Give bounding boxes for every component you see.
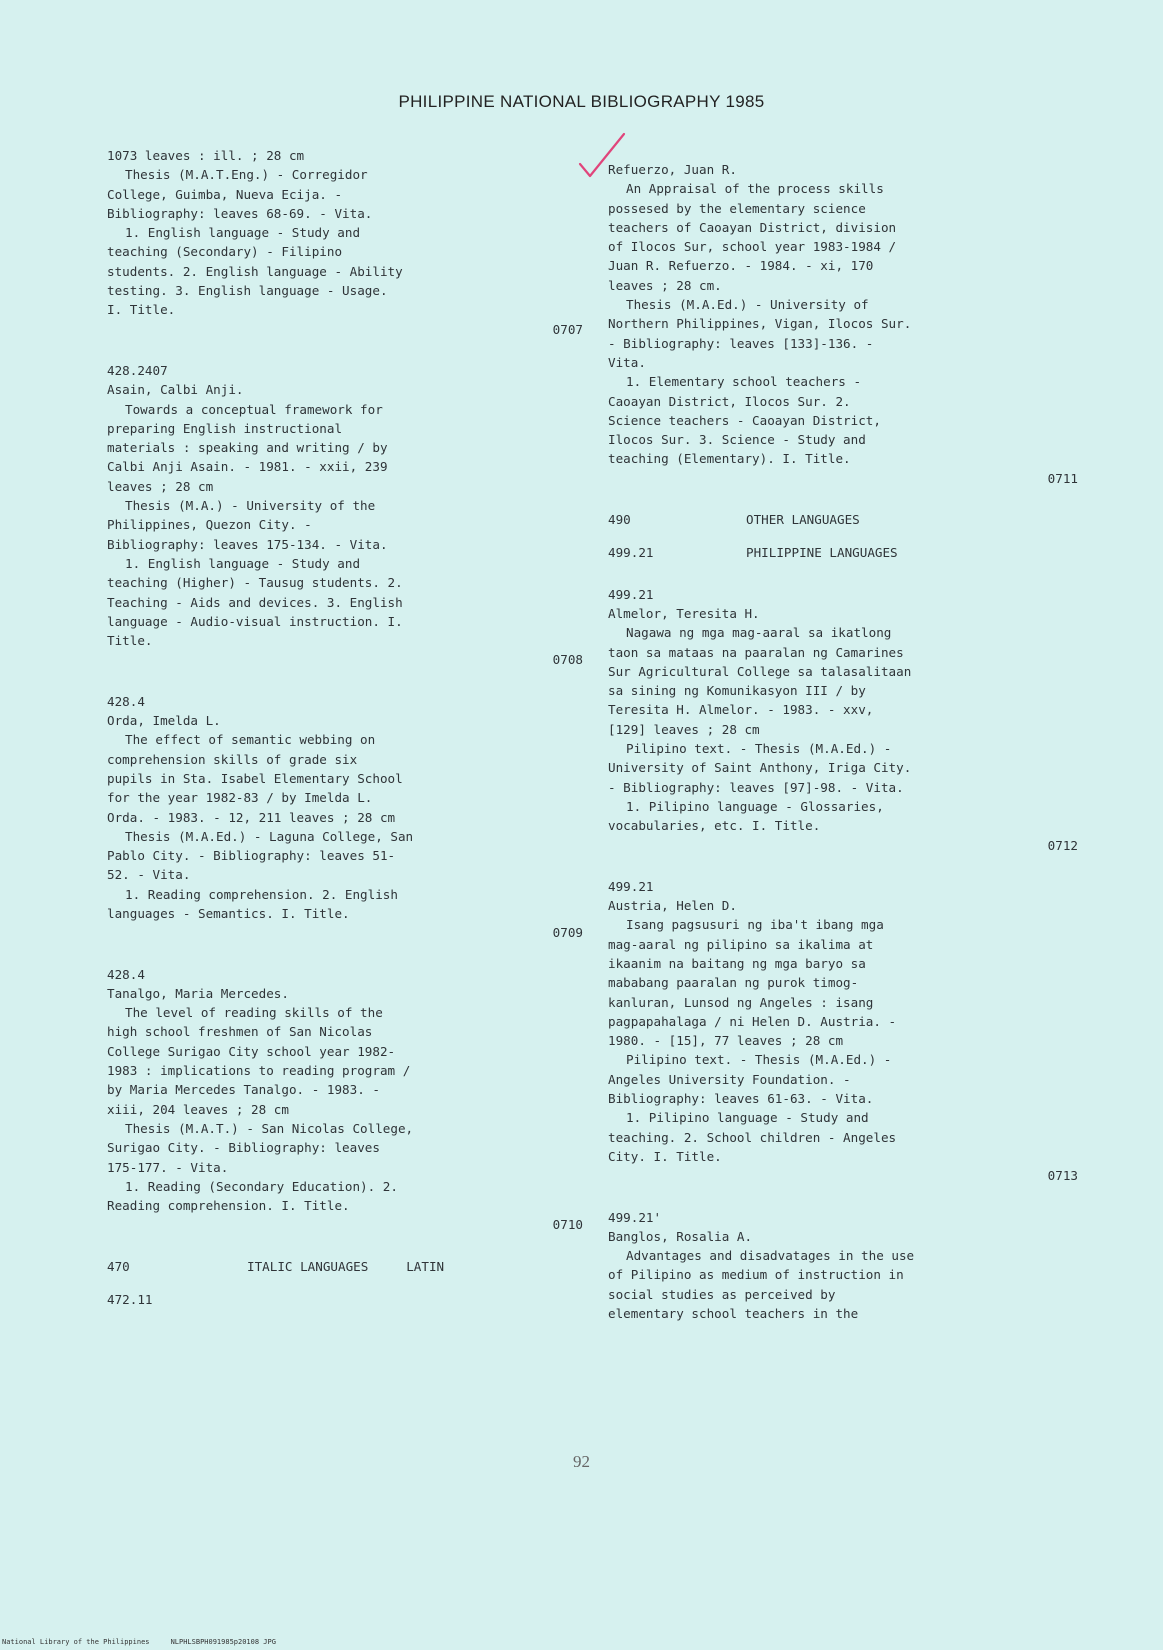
entry-line: Northern Philippines, Vigan, Ilocos Sur.: [608, 316, 912, 332]
entry-line: I. Title.: [107, 302, 176, 318]
class-number: 472.11: [107, 1292, 153, 1308]
entry-line: 1. English language - Study and: [125, 225, 361, 241]
entry-line: mag-aaral ng pilipino sa ikalima at: [608, 936, 874, 952]
entry-line: Isang pagsusuri ng iba't ibang mga: [626, 917, 884, 933]
entry-line: of Ilocos Sur, school year 1983-1984 /: [608, 239, 897, 255]
section-title: OTHER LANGUAGES: [746, 512, 860, 528]
entry-line: students. 2. English language - Ability: [107, 263, 403, 279]
entry-line: Asain, Calbi Anji.: [107, 382, 244, 398]
entry-line: Thesis (M.A.Ed.) - University of: [626, 297, 869, 313]
entry-line: Bibliography: leaves 175-134. - Vita.: [107, 536, 388, 552]
entry-line: teachers of Caoayan District, division: [608, 219, 897, 235]
entry-line: language - Audio-visual instruction. I.: [107, 613, 403, 629]
entry-line: teaching. 2. School children - Angeles: [608, 1129, 897, 1145]
entry-line: 1073 leaves : ill. ; 28 cm: [107, 148, 305, 163]
section-title: PHILIPPINE LANGUAGES: [746, 545, 898, 561]
section-heading-italic: [107, 1257, 583, 1276]
entry-line: 1. Pilipino language - Glossaries,: [626, 798, 884, 814]
control-number: 0711: [1047, 470, 1078, 486]
entry-line: University of Saint Anthony, Iriga City.: [608, 760, 912, 776]
entry-line: Reading comprehension. I. Title.: [107, 1198, 350, 1214]
entry-line: possesed by the elementary science: [608, 200, 866, 216]
entry-line: social studies as perceived by: [608, 1286, 836, 1302]
entry-0711: [608, 160, 1078, 488]
class-number: 428.4: [107, 966, 145, 982]
section-number: 490: [608, 512, 631, 528]
entry-line: Refuerzo, Juan R.: [608, 162, 737, 177]
entry-line: Pilipino text. - Thesis (M.A.Ed.) -: [626, 741, 892, 757]
entry-line: [129] leaves ; 28 cm: [608, 721, 760, 737]
entry-line: Sur Agricultural College sa talasalitaan: [608, 663, 912, 679]
entry-line: Vita.: [608, 354, 646, 370]
control-number: 0713: [1047, 1168, 1078, 1184]
entry-line: preparing English instructional: [107, 420, 343, 436]
entry-line: Bibliography: leaves 61-63. - Vita.: [608, 1091, 874, 1107]
entry-line: Science teachers - Caoayan District,: [608, 412, 881, 428]
entry-line: 1. Pilipino language - Study and: [626, 1110, 869, 1126]
entry-0708: [107, 361, 583, 670]
entry-line: 1. Reading comprehension. 2. English: [125, 886, 398, 902]
entry-line: 1980. - [15], 77 leaves ; 28 cm: [608, 1033, 844, 1049]
entry-0709: [107, 692, 583, 943]
entry-banglos: [608, 1208, 1078, 1324]
entry-line: Bibliography: leaves 68-69. - Vita.: [107, 205, 373, 221]
entry-line: Pablo City. - Bibliography: leaves 51-: [107, 848, 396, 864]
entry-line: Thesis (M.A.T.Eng.) - Corregidor: [125, 167, 368, 183]
class-number: 499.21: [608, 586, 654, 602]
entry-line: Advantages and disadvatages in the use: [626, 1248, 915, 1264]
entry-line: Nagawa ng mga mag-aaral sa ikatlong: [626, 625, 892, 641]
entry-line: taon sa mataas na paaralan ng Camarines: [608, 644, 904, 660]
section-heading-philippine-languages: [608, 543, 1078, 562]
entry-line: 175-177. - Vita.: [107, 1159, 229, 1175]
entry-line: Teaching - Aids and devices. 3. English: [107, 594, 403, 610]
entry-line: An Appraisal of the process skills: [626, 181, 884, 197]
entry-line: kanluran, Lunsod ng Angeles : isang: [608, 994, 874, 1010]
entry-line: - Bibliography: leaves [133]-136. -: [608, 335, 874, 351]
entry-line: Tanalgo, Maria Mercedes.: [107, 985, 289, 1001]
entry-line: teaching (Elementary). I. Title.: [608, 451, 851, 467]
entry-line: Angeles University Foundation. -: [608, 1071, 851, 1087]
entry-line: Orda. - 1983. - 12, 211 leaves ; 28 cm: [107, 809, 396, 825]
page-header: PHILIPPINE NATIONAL BIBLIOGRAPHY 1985: [398, 92, 765, 111]
page-number: 92: [573, 1452, 590, 1471]
entry-line: 1. Reading (Secondary Education). 2.: [125, 1178, 398, 1194]
entry-line: Almelor, Teresita H.: [608, 605, 760, 621]
entry-line: The level of reading skills of the: [125, 1005, 383, 1021]
entry-line: languages - Semantics. I. Title.: [107, 905, 350, 921]
entry-line: sa sining ng Komunikasyon III / by: [608, 683, 866, 699]
entry-line: elementary school teachers in the: [608, 1306, 859, 1322]
entry-line: Teresita H. Almelor. - 1983. - xxv,: [608, 702, 874, 718]
right-column: [608, 160, 1078, 1323]
entry-line: Title.: [107, 633, 153, 649]
entry-line: by Maria Mercedes Tanalgo. - 1983. -: [107, 1082, 380, 1098]
section-number: 470: [107, 1258, 130, 1274]
entry-line: comprehension skills of grade six: [107, 751, 358, 767]
entry-line: College Surigao City school year 1982-: [107, 1043, 396, 1059]
entry-line: teaching (Secondary) - Filipino: [107, 244, 343, 260]
entry-line: materials : speaking and writing / by: [107, 440, 388, 456]
class-number: 428.2407: [107, 362, 168, 378]
entry-line: College, Guimba, Nueva Ecija. -: [107, 186, 343, 202]
entry-line: 1983 : implications to reading program /: [107, 1063, 411, 1079]
entry-line: leaves ; 28 cm.: [608, 277, 722, 293]
entry-0707: [107, 146, 583, 339]
entry-line: - Bibliography: leaves [97]-98. - Vita.: [608, 779, 904, 795]
entry-line: 52. - Vita.: [107, 867, 191, 883]
entry-line: City. I. Title.: [608, 1148, 722, 1164]
entry-line: Surigao City. - Bibliography: leaves: [107, 1140, 380, 1156]
class-number: 499.21': [608, 1209, 662, 1225]
entry-line: xiii, 204 leaves ; 28 cm: [107, 1101, 289, 1117]
entry-line: teaching (Higher) - Tausug students. 2.: [107, 575, 403, 591]
section-heading-other-languages: [608, 510, 1078, 529]
entry-line: The effect of semantic webbing on: [125, 732, 376, 748]
entry-0710: [107, 965, 583, 1235]
control-number: 0712: [1047, 837, 1078, 853]
entry-line: Banglos, Rosalia A.: [608, 1228, 753, 1244]
entry-line: Austria, Helen D.: [608, 898, 737, 914]
left-column: [107, 146, 583, 1309]
control-number: 0707: [552, 321, 583, 337]
entry-line: Thesis (M.A.) - University of the: [125, 498, 376, 514]
entry-line: 1. English language - Study and: [125, 555, 361, 571]
entry-line: pupils in Sta. Isabel Elementary School: [107, 770, 403, 786]
entry-line: Thesis (M.A.T.) - San Nicolas College,: [125, 1120, 414, 1136]
entry-line: 1. Elementary school teachers -: [626, 374, 862, 390]
entry-line: mababang paaralan ng purok timog-: [608, 975, 859, 991]
entry-line: pagpapahalaga / ni Helen D. Austria. -: [608, 1013, 897, 1029]
entry-line: Philippines, Quezon City. -: [107, 517, 312, 533]
control-number: 0709: [552, 925, 583, 941]
entry-line: Caoayan District, Ilocos Sur. 2.: [608, 393, 851, 409]
section-title: ITALIC LANGUAGES LATIN: [247, 1258, 445, 1274]
entry-line: high school freshmen of San Nicolas: [107, 1024, 373, 1040]
entry-line: Orda, Imelda L.: [107, 713, 221, 729]
section-number: 499.21: [608, 545, 654, 561]
entry-0712: [608, 585, 1078, 855]
entry-line: Ilocos Sur. 3. Science - Study and: [608, 432, 866, 448]
scan-footer: National Library of the Philippines NLPHLSBPH091985p20108 JPG: [2, 1638, 276, 1646]
entry-line: ikaanim na baitang ng mga baryo sa: [608, 955, 866, 971]
control-number: 0708: [552, 652, 583, 668]
class-number: 428.4: [107, 693, 145, 709]
entry-line: Thesis (M.A.Ed.) - Laguna College, San: [125, 828, 414, 844]
entry-line: Juan R. Refuerzo. - 1984. - xi, 170: [608, 258, 874, 274]
control-number: 0710: [552, 1217, 583, 1233]
entry-line: leaves ; 28 cm: [107, 478, 214, 494]
class-number: 499.21: [608, 878, 654, 894]
entry-line: Calbi Anji Asain. - 1981. - xxii, 239: [107, 459, 388, 475]
entry-line: for the year 1982-83 / by Imelda L.: [107, 790, 373, 806]
entry-line: testing. 3. English language - Usage.: [107, 283, 388, 299]
entry-0713: [608, 877, 1078, 1186]
entry-line: Towards a conceptual framework for: [125, 401, 383, 417]
entry-line: vocabularies, etc. I. Title.: [608, 818, 821, 834]
entry-line: of Pilipino as medium of instruction in: [608, 1267, 904, 1283]
entry-line: Pilipino text. - Thesis (M.A.Ed.) -: [626, 1052, 892, 1068]
